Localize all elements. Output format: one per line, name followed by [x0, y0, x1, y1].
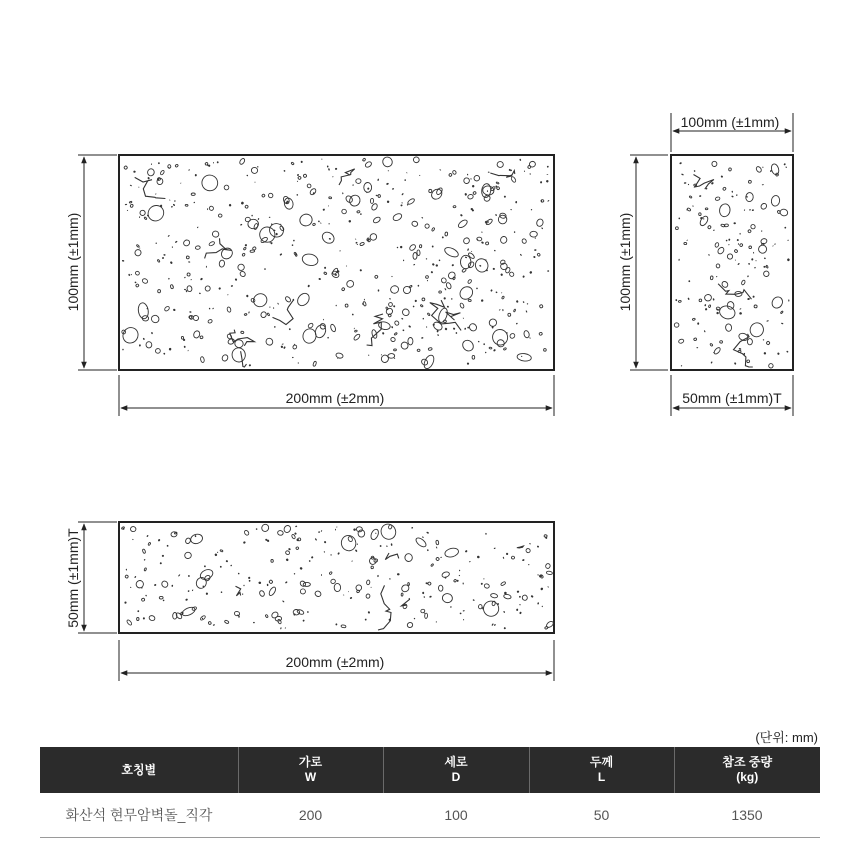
front-view: [65, 155, 554, 416]
front-width-label: 200mm (±2mm): [285, 390, 385, 406]
cell-thickness: 50: [529, 793, 674, 838]
cell-width: 200: [238, 793, 383, 838]
side-bottom-label: 50mm (±1mm)T: [682, 390, 782, 406]
cell-weight: 1350: [674, 793, 820, 838]
side-face: [671, 155, 793, 370]
stone-pore: [301, 161, 303, 163]
bottom-width-label: 200mm (±2mm): [285, 654, 385, 670]
spec-header-row: [40, 747, 820, 793]
cell-depth: 100: [383, 793, 529, 838]
stone-pore: [451, 298, 452, 300]
table-row: [40, 793, 820, 838]
header-depth: 세로 D: [383, 747, 529, 793]
front-face: [119, 155, 554, 370]
stone-pore: [327, 166, 329, 168]
header-name: 호칭별: [40, 747, 238, 793]
bottom-view: [65, 521, 554, 681]
side-view: [617, 113, 793, 416]
header-weight: 참조 중량 (kg): [674, 747, 820, 793]
bottom-height-label: 50mm (±1mm)T: [65, 528, 81, 628]
header-thickness: 두께 L: [529, 747, 674, 793]
stone-pore: [713, 352, 714, 353]
unit-note: (단위: mm): [755, 730, 818, 745]
side-height-label: 100mm (±1mm): [617, 212, 633, 312]
header-width: 가로 W: [238, 747, 383, 793]
front-height-label: 100mm (±1mm): [65, 212, 81, 312]
side-top-label: 100mm (±1mm): [680, 114, 780, 130]
spec-table: [40, 747, 820, 838]
cell-name: 화산석 현무암벽돌_직각: [40, 793, 238, 838]
stone-pore: [734, 222, 736, 224]
